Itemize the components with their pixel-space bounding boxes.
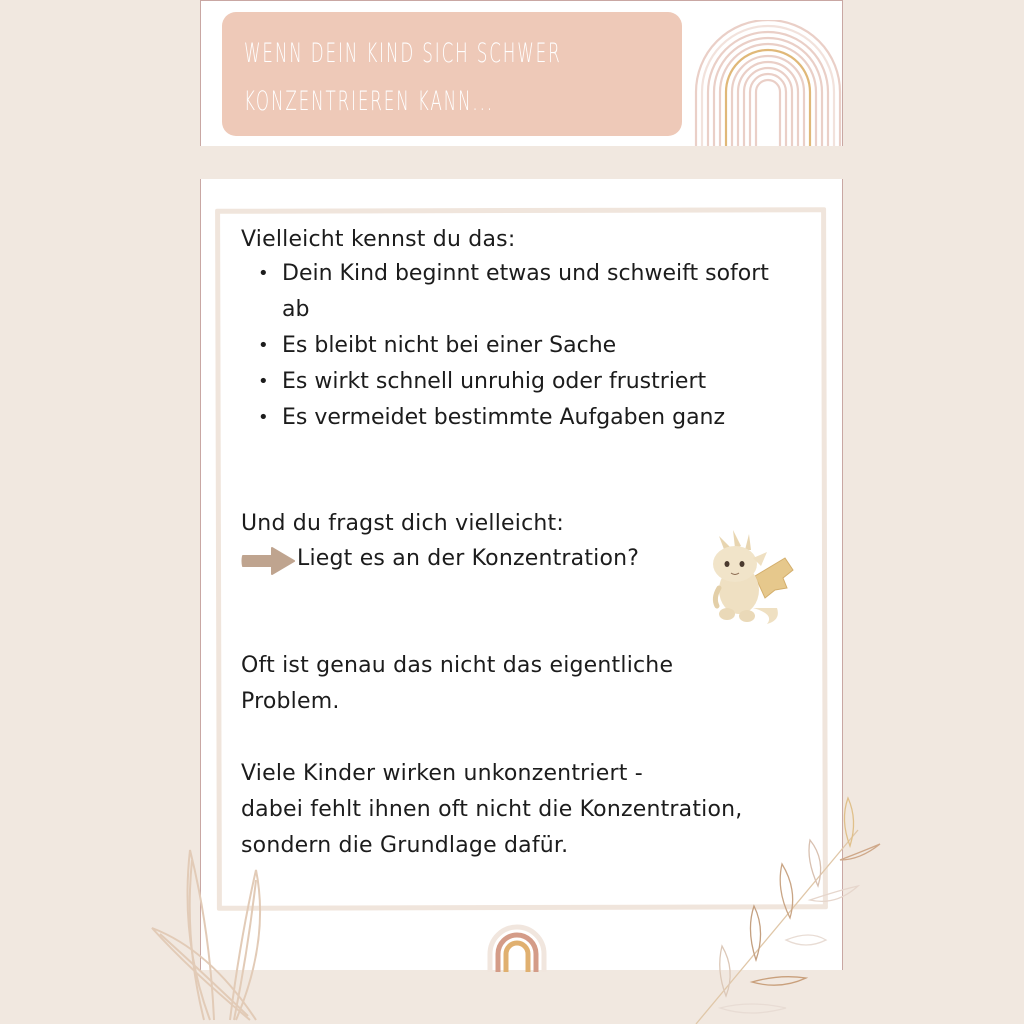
- header-divider-band: [200, 146, 843, 179]
- title-line-1: WENN DEIN KIND SICH SCHWER: [244, 38, 562, 69]
- baby-dragon-illustration: [705, 528, 795, 628]
- paragraph-line: dabei fehlt ihnen oft nicht die Konzentration,: [241, 797, 743, 822]
- title-line-2: KONZENTRIEREN KANN...: [244, 86, 494, 117]
- paragraph-line: Problem.: [241, 689, 340, 714]
- rainbow-arches-icon: [692, 20, 844, 148]
- symptom-list: [255, 256, 815, 436]
- question-lead: Und du fragst dich vielleicht:: [241, 511, 564, 536]
- list-item: • Es wirkt schnell unruhig oder frustriert: [255, 364, 815, 400]
- paragraph-line: Oft ist genau das nicht das eigentliche: [241, 653, 674, 678]
- paragraph-problem: [241, 648, 801, 720]
- list-item: • Es bleibt nicht bei einer Sache: [255, 328, 815, 364]
- small-rainbow-icon: [486, 924, 548, 972]
- paragraph-line: sondern die Grundlage dafür.: [241, 833, 569, 858]
- page-top-border: [200, 0, 843, 1]
- paragraph-line: Viele Kinder wirken unkonzentriert -: [241, 761, 643, 786]
- intro-lead: Vielleicht kennst du das:: [241, 227, 516, 252]
- list-item: • Es vermeidet bestimmte Aufgaben ganz: [255, 400, 815, 436]
- list-item: • Dein Kind beginnt etwas und schweift sofort ab: [255, 256, 782, 328]
- page-title: [244, 30, 562, 126]
- right-arrow-icon: [240, 546, 296, 576]
- leaf-branch-right-icon: [690, 790, 890, 1024]
- question-text: Liegt es an der Konzentration?: [297, 546, 640, 571]
- leaf-branch-left-icon: [140, 820, 300, 1024]
